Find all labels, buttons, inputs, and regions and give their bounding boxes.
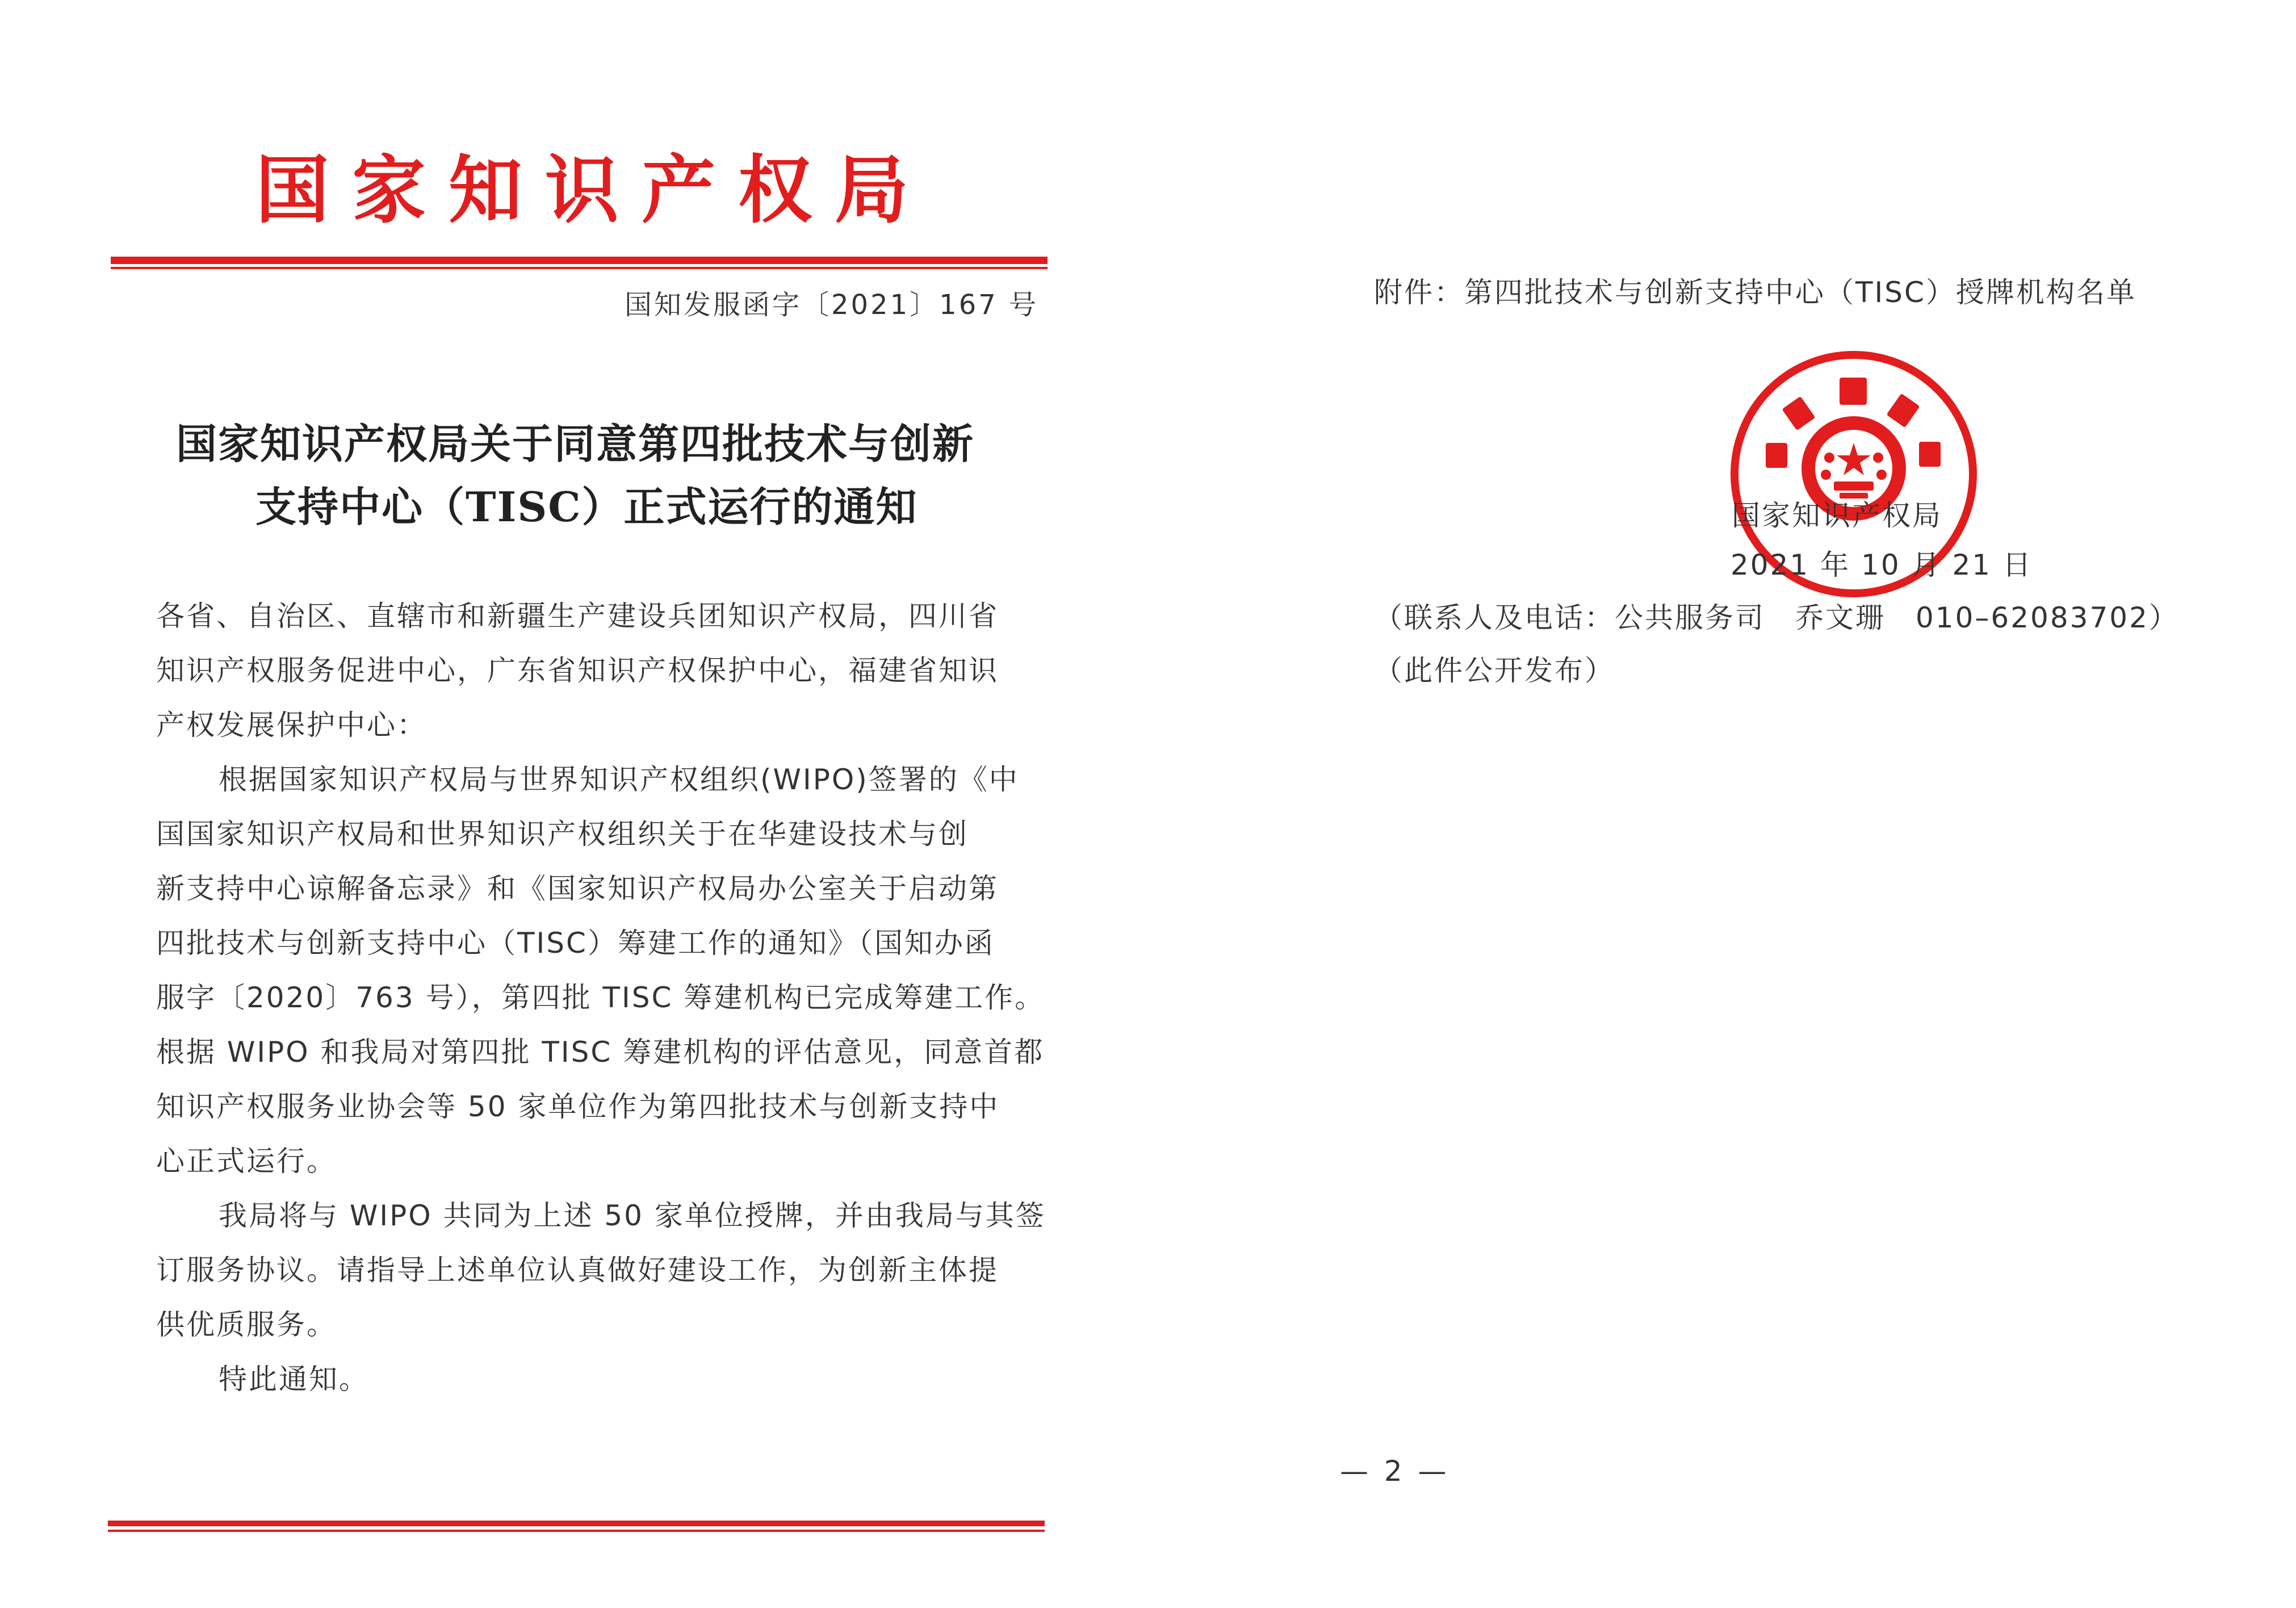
body-line: 订服务协议。请指导上述单位认真做好建设工作，为创新主体提 xyxy=(156,1254,999,1287)
body-line: 各省、自治区、直辖市和新疆生产建设兵团知识产权局，四川省 xyxy=(156,600,999,633)
notice-title-line-2: 支持中心（TISC）正式运行的通知 xyxy=(255,483,918,531)
notice-title-line-1: 国家知识产权局关于同意第四批技术与创新 xyxy=(176,420,975,468)
document-number: 国知发服函字〔2021〕167 号 xyxy=(625,289,1039,321)
body-line: 根据 WIPO 和我局对第四批 TISC 筹建机构的评估意见，同意首都 xyxy=(156,1036,1045,1069)
contact-info: （联系人及电话：公共服务司 乔文珊 010–62083702） xyxy=(1374,601,2179,634)
page-number: — 2 — xyxy=(1340,1455,1450,1488)
body-line: 根据国家知识产权局与世界知识产权组织(WIPO)签署的《中 xyxy=(219,763,1019,796)
body-line: 知识产权服务促进中心，广东省知识产权保护中心，福建省知识 xyxy=(156,654,999,687)
body-line: 产权发展保护中心： xyxy=(156,709,427,742)
body-line: 我局将与 WIPO 共同为上述 50 家单位授牌，并由我局与其签 xyxy=(219,1199,1046,1232)
body-line: 国国家知识产权局和世界知识产权组织关于在华建设技术与创 xyxy=(156,818,969,851)
body-line: 服字〔2020〕763 号），第四批 TISC 筹建机构已完成筹建工作。 xyxy=(156,981,1045,1014)
footer-red-rule-thin xyxy=(108,1530,1045,1532)
body-line: 特此通知。 xyxy=(219,1363,369,1396)
body-line: 心正式运行。 xyxy=(156,1145,337,1178)
attachment-line: 附件：第四批技术与创新支持中心（TISC）授牌机构名单 xyxy=(1374,276,2136,309)
disclosure-note: （此件公开发布） xyxy=(1374,654,1615,687)
header-red-rule xyxy=(111,257,1048,264)
issue-date: 2021 年 10 月 21 日 xyxy=(1731,548,2033,581)
body-line: 新支持中心谅解备忘录》和《国家知识产权局办公室关于启动第 xyxy=(156,872,999,905)
footer-red-rule xyxy=(108,1521,1045,1526)
body-line: 知识产权服务业协会等 50 家单位作为第四批技术与创新支持中 xyxy=(156,1090,1000,1123)
agency-title: 国家知识产权局 xyxy=(255,146,932,233)
header-red-rule-thin xyxy=(111,267,1048,269)
seal-caption: 国家知识产权局 xyxy=(1732,499,1942,532)
body-line: 供优质服务。 xyxy=(156,1308,337,1341)
body-line: 四批技术与创新支持中心（TISC）筹建工作的通知》（国知办函 xyxy=(156,927,995,960)
